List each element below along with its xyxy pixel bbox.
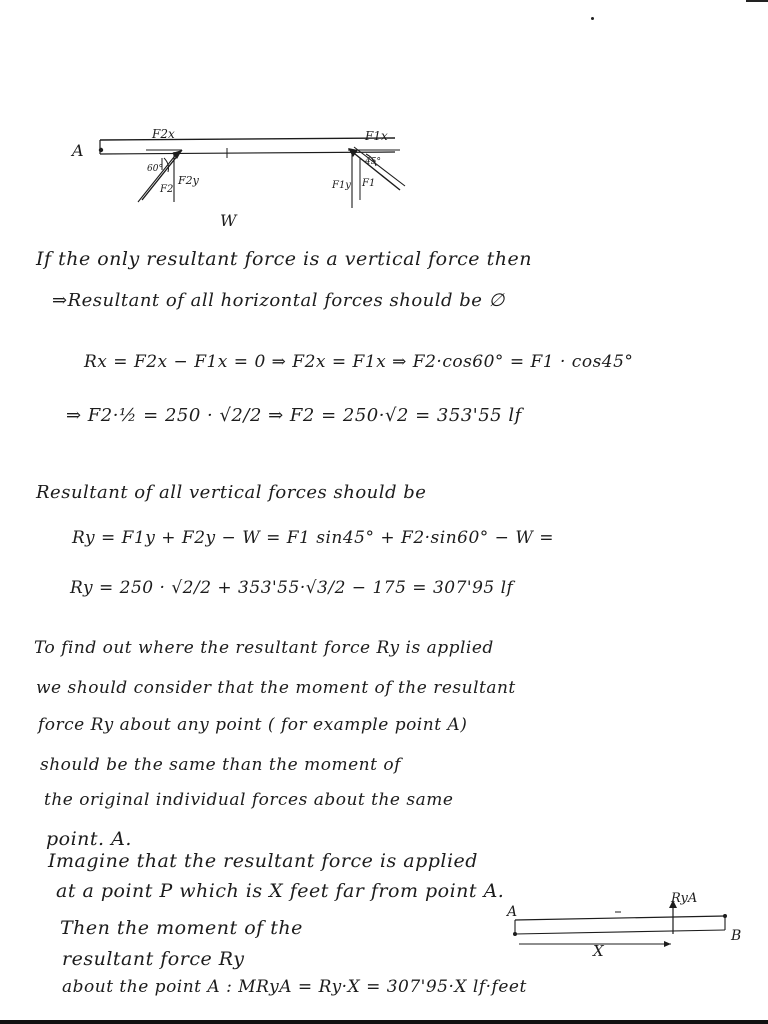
text-line-17: resultant force Ry: [62, 948, 245, 970]
text-line-1: If the only resultant force is a vertical force then: [36, 248, 532, 270]
text-line-9: we should consider that the moment of the resultant: [36, 678, 516, 698]
label-diagram2-b: B: [731, 928, 742, 944]
label-f2y: F2y: [178, 174, 199, 187]
text-line-15: at a point P which is X feet far from point A.: [56, 880, 505, 902]
equation-ry-2: Ry = 250 · √2/2 + 353'55·√3/2 − 175 = 307'95 lf: [70, 578, 514, 598]
label-f2: F2: [160, 184, 174, 195]
equation-f2: ⇒ F2·½ = 250 · √2/2 ⇒ F2 = 250·√2 = 353'55 lf: [66, 405, 522, 426]
label-diagram2-x: X: [593, 942, 604, 960]
text-line-vertical: Resultant of all vertical forces should be: [36, 482, 427, 503]
scan-corner-mark: [746, 0, 768, 2]
equation-rx: Rx = F2x − F1x = 0 ⇒ F2x = F1x ⇒ F2·cos60° = F1 · cos45°: [84, 352, 634, 372]
text-line-11: should be the same than the moment of: [40, 755, 401, 775]
equation-ry-1: Ry = F1y + F2y − W = F1 sin45° + F2·sin60° − W =: [72, 528, 554, 548]
label-diagram2-rya: RyA: [671, 891, 698, 906]
speck-mark: [591, 17, 594, 20]
label-weight: W: [220, 211, 237, 230]
label-f1y: F1y: [332, 180, 351, 191]
label-f1x: F1x: [365, 129, 388, 143]
label-angle-60: 60°: [147, 164, 163, 174]
moment-diagram: [495, 890, 755, 960]
text-line-2: ⇒Resultant of all horizontal forces should be ∅: [52, 290, 505, 311]
text-line-8: To find out where the resultant force Ry is applied: [34, 638, 494, 658]
scan-bottom-edge: [0, 1020, 768, 1024]
label-angle-45: 45°: [365, 157, 381, 167]
label-f1: F1: [362, 178, 376, 189]
text-line-16: Then the moment of the: [60, 917, 303, 939]
equation-moment: about the point A : MRyA = Ry·X = 307'95·X lf·feet: [62, 977, 527, 997]
text-line-10: force Ry about any point ( for example point A): [38, 715, 468, 735]
text-line-13: point. A.: [46, 828, 132, 850]
label-point-a: A: [72, 141, 84, 160]
text-line-14: Imagine that the resultant force is applied: [48, 850, 478, 872]
force-diagram: [60, 120, 420, 235]
text-line-12: the original individual forces about the same: [44, 790, 454, 810]
label-diagram2-a: A: [507, 904, 518, 920]
label-f2x: F2x: [152, 127, 175, 141]
